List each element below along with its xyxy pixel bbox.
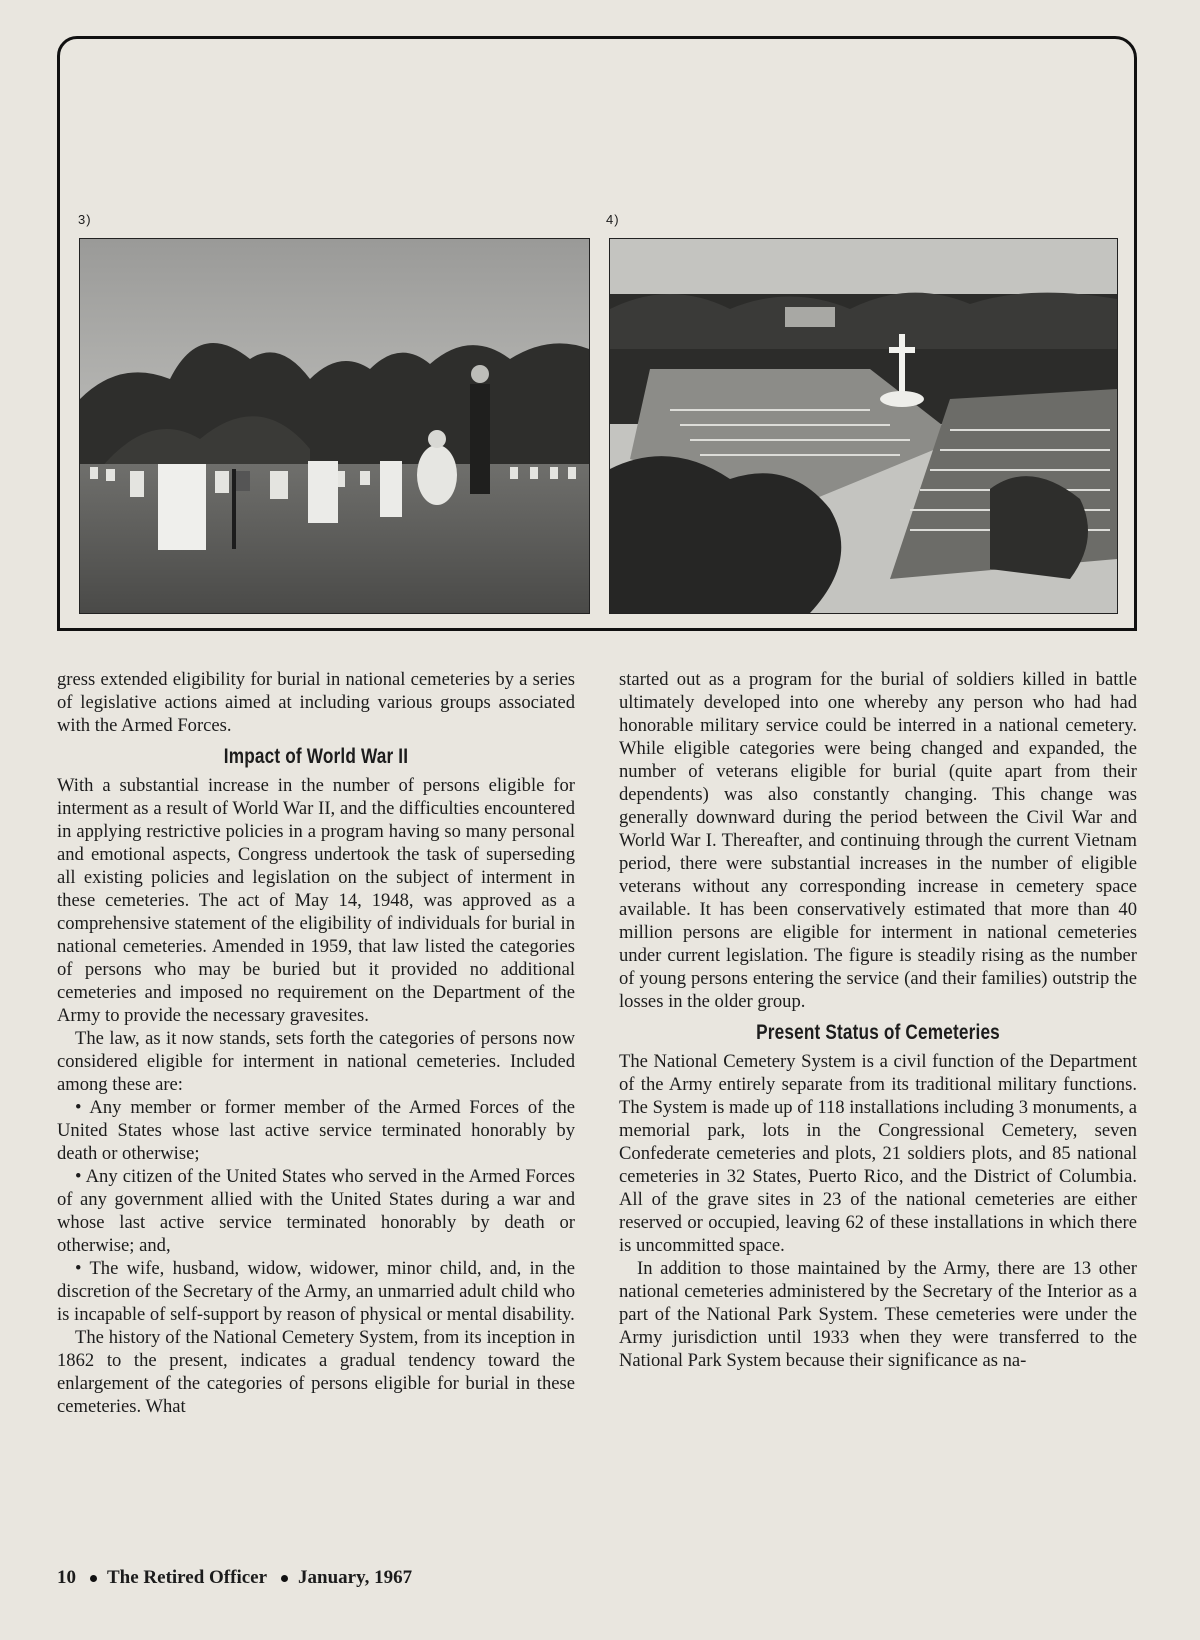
left-paragraph-2: The law, as it now stands, sets forth the categories of persons now considered eligible for interment in national cemeteries. Included among these are: bbox=[57, 1028, 575, 1095]
right-paragraph-2: The National Cemetery System is a civil function of the Department of the Army entirely separate from its traditional military functions. The System is made up of 118 installations including 3 monuments, a memorial park, lots in the Congressional Cemetery, seven Confederate cemeteries and plots, 21 soldiers plots, and 85 national cemeteries in 32 States, Puerto Rico, and the District of Columbia. All of the grave sites in 23 of the national cemeteries are either reserved or occupied, leaving 62 of these installations in which there is uncommitted space. bbox=[619, 1051, 1137, 1256]
heading-present-status: Present Status of Cemeteries bbox=[756, 1021, 1000, 1044]
issue-date: January, 1967 bbox=[298, 1567, 413, 1588]
left-intro-paragraph: gress extended eligibility for burial in national cemeteries by a series of legislative actions aimed at including various groups associated with the Armed Forces. bbox=[57, 669, 575, 736]
heading-impact-wwii: Impact of World War II bbox=[223, 745, 409, 768]
eligibility-bullet-2: • Any citizen of the United States who served in the Armed Forces of any government allied with the United States during a war and whose last active service terminated honorably by death or otherwise; and, bbox=[57, 1166, 575, 1256]
page-number: 10 bbox=[57, 1567, 76, 1588]
right-paragraph-1: started out as a program for the burial of soldiers killed in battle ultimately developed into one whereby any person who had had honorable military service could be interred in a national cemetery. While eligible categories were being changed and expanded, the number of veterans eligible for burial (quite apart from their dependents) was also constantly changing. This change was generally downward during the period between the Civil War and World War I. Thereafter, and continuing through the current Vietnam period, there were substantial increases in the number of eligible veterans without any corresponding increase in cemetery space available. It has been conservatively estimated that more than 40 million persons are eligible for interment in national cemeteries under current legislation. The figure is steadily rising as the number of young persons entering the service (and their families) outstrip the losses in the older group. bbox=[619, 669, 1137, 1012]
left-column bbox=[57, 668, 575, 1418]
photo-4-caption: 4) bbox=[606, 212, 620, 227]
footer-bullet-icon bbox=[90, 1575, 97, 1582]
right-column bbox=[619, 668, 1137, 1372]
photo-3-caption: 3) bbox=[78, 212, 92, 227]
eligibility-bullet-3: • The wife, husband, widow, widower, minor child, and, in the discretion of the Secretary of the Army, an unmarried adult child who is incapable of self-support by reason of physical or mental disability. bbox=[57, 1258, 575, 1325]
photo-gravesite-visitors bbox=[79, 238, 590, 614]
publication-name: The Retired Officer bbox=[107, 1567, 268, 1588]
right-paragraph-3: In addition to those maintained by the Army, there are 13 other national cemeteries administered by the Secretary of the Interior as a part of the National Park System. These cemeteries were under the Army jurisdiction until 1933 when they were transferred to the National Park System because their significance as na- bbox=[619, 1258, 1137, 1371]
photo-cemetery-aerial bbox=[609, 238, 1118, 614]
left-paragraph-1: With a substantial increase in the number of persons eligible for interment as a result of World War II, and the difficulties encountered in applying restrictive policies in a program having so many personal and emotional aspects, Congress undertook the task of superseding all existing policies and legislation on the subject of interment in these cemeteries. The act of May 14, 1948, was approved as a comprehensive statement of the eligibility of individuals for burial in national cemeteries. Amended in 1959, that law listed the categories of persons who may be buried but it provided no additional cemeteries and imposed no requirement on the Department of the Army to provide the necessary gravesites. bbox=[57, 775, 575, 1026]
footer-bullet-icon bbox=[281, 1575, 288, 1582]
page-footer bbox=[57, 1567, 422, 1589]
left-paragraph-3: The history of the National Cemetery System, from its inception in 1862 to the present, indicates a gradual tendency toward the enlargement of the categories of persons eligible for burial in these cemeteries. What bbox=[57, 1327, 575, 1417]
eligibility-bullet-1: • Any member or former member of the Armed Forces of the United States whose last active service terminated honorably by death or otherwise; bbox=[57, 1097, 575, 1164]
